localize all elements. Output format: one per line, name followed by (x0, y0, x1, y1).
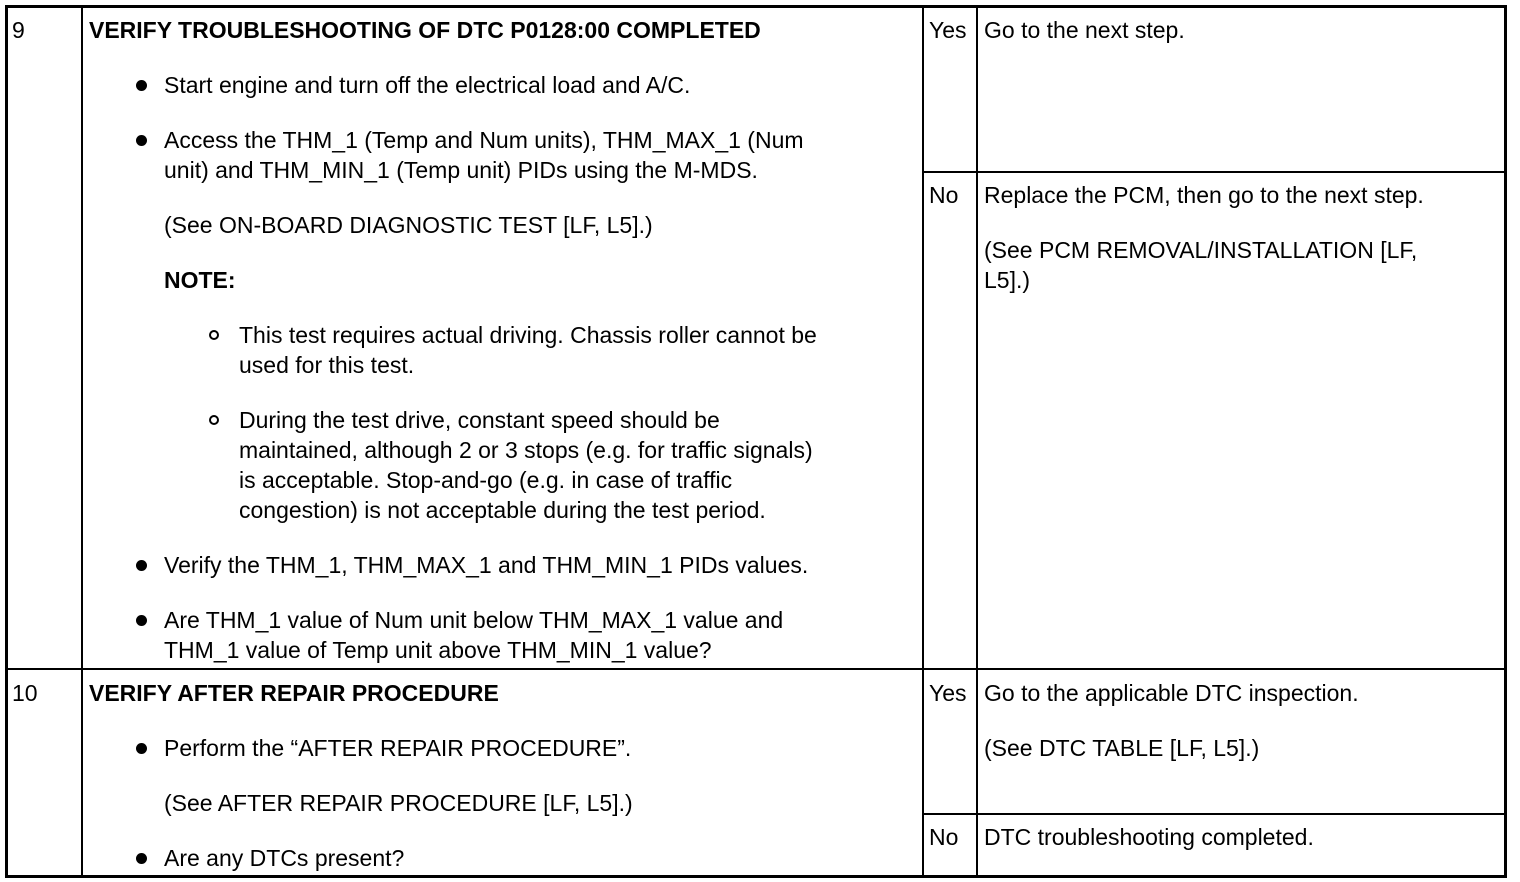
step-question: Are THM_1 value of Num unit below THM_MAX_1 value and (164, 607, 784, 633)
row-divider (922, 171, 1507, 173)
reference-text: (See AFTER REPAIR PROCEDURE [LF, L5].) (164, 790, 633, 816)
note-text: congestion) is not acceptable during the test period. (239, 497, 766, 523)
note-text: maintained, although 2 or 3 stops (e.g. for traffic signals) (239, 437, 813, 463)
action-text: L5].) (984, 267, 1031, 293)
result-no: No (929, 182, 959, 208)
result-no: No (929, 824, 959, 850)
action-text: Replace the PCM, then go to the next step. (984, 182, 1424, 208)
step-instruction: Perform the “AFTER REPAIR PROCEDURE”. (164, 735, 632, 761)
step-instruction: Access the THM_1 (Temp and Num units), THM_MAX_1 (Num (164, 127, 804, 153)
step-number: 10 (12, 680, 38, 706)
step-title: VERIFY AFTER REPAIR PROCEDURE (89, 680, 499, 706)
bullet-icon (136, 560, 147, 571)
bullet-icon (136, 135, 147, 146)
column-divider (81, 8, 83, 875)
action-text: Go to the applicable DTC inspection. (984, 680, 1359, 706)
bullet-icon (136, 615, 147, 626)
step-number: 9 (12, 17, 25, 43)
step-instruction: Verify the THM_1, THM_MAX_1 and THM_MIN_1 PIDs values. (164, 552, 809, 578)
action-text: DTC troubleshooting completed. (984, 824, 1314, 850)
step-title: VERIFY TROUBLESHOOTING OF DTC P0128:00 COMPLETED (89, 17, 761, 43)
bullet-icon (136, 853, 147, 864)
note-text: used for this test. (239, 352, 415, 378)
step-question: Are any DTCs present? (164, 845, 405, 871)
step-question: THM_1 value of Temp unit above THM_MIN_1 value? (164, 637, 712, 663)
action-text: (See DTC TABLE [LF, L5].) (984, 735, 1260, 761)
reference-text: (See ON-BOARD DIAGNOSTIC TEST [LF, L5].) (164, 212, 653, 238)
note-heading: NOTE: (164, 267, 236, 293)
column-divider (922, 8, 924, 875)
sub-bullet-icon (209, 415, 219, 425)
bullet-icon (136, 80, 147, 91)
note-text: This test requires actual driving. Chassis roller cannot be (239, 322, 817, 348)
row-divider (922, 813, 1507, 815)
bullet-icon (136, 743, 147, 754)
row-divider (8, 668, 1507, 670)
note-text: During the test drive, constant speed should be (239, 407, 720, 433)
sub-bullet-icon (209, 330, 219, 340)
note-text: is acceptable. Stop-and-go (e.g. in case of traffic (239, 467, 733, 493)
result-yes: Yes (929, 17, 967, 43)
action-text: Go to the next step. (984, 17, 1185, 43)
column-divider (976, 8, 978, 875)
action-text: (See PCM REMOVAL/INSTALLATION [LF, (984, 237, 1418, 263)
step-instruction: unit) and THM_MIN_1 (Temp unit) PIDs using the M-MDS. (164, 157, 758, 183)
result-yes: Yes (929, 680, 967, 706)
step-instruction: Start engine and turn off the electrical load and A/C. (164, 72, 691, 98)
diagnostic-table (5, 5, 1507, 878)
